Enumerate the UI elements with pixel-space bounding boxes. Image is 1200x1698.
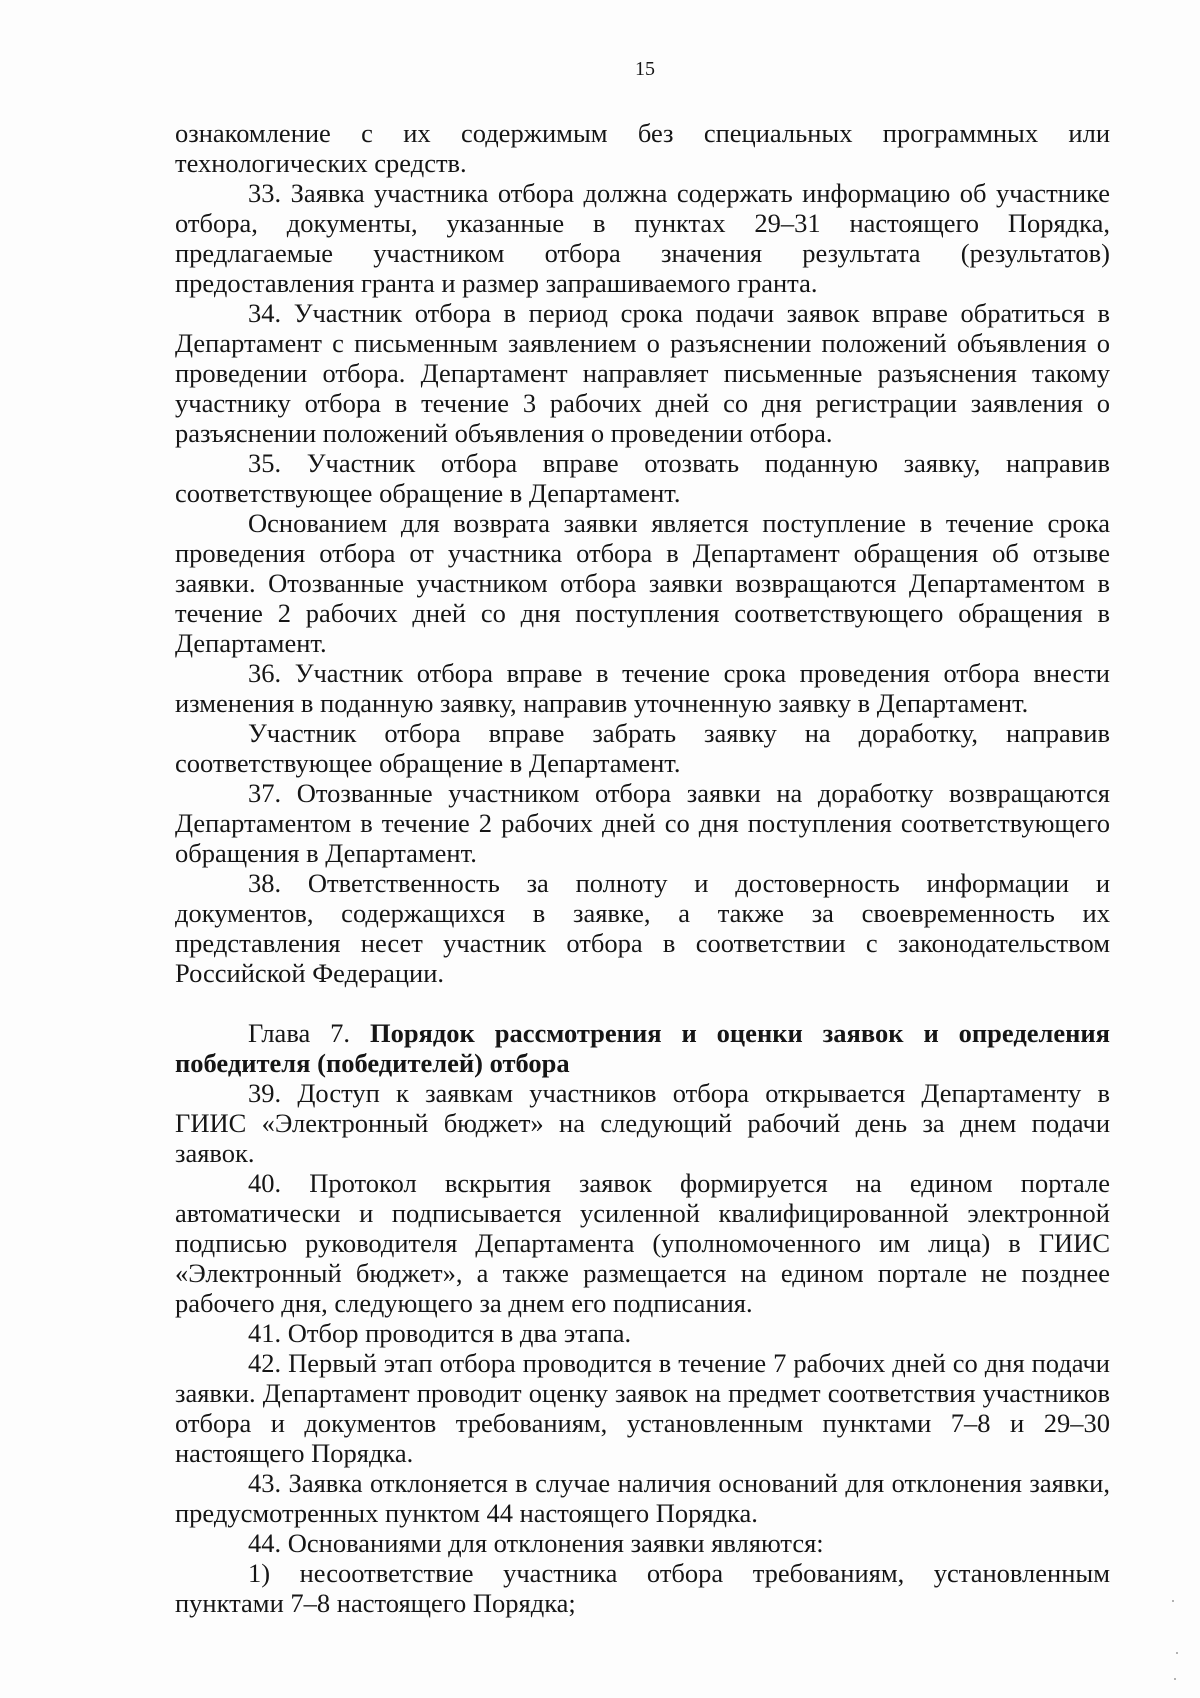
paragraph-35: 35. Участник отбора вправе отозвать поданную заявку, направив соответствующее обращение в Департамент. xyxy=(175,448,1110,508)
chapter-label: Глава 7. xyxy=(248,1018,351,1048)
scan-speck xyxy=(1176,1652,1178,1654)
paragraph-38: 38. Ответственность за полноту и достоверность информации и документов, содержащихся в заявке, а также за своевременность их представления несет участник отбора в соответствии с законодательством Российской Федерации. xyxy=(175,868,1110,988)
paragraph-42: 42. Первый этап отбора проводится в течение 7 рабочих дней со дня подачи заявки. Департамент проводит оценку заявок на предмет соответствия участников отбора и документов требованиям, установленным пунктами 7–8 и 29–30 настоящего Порядка. xyxy=(175,1348,1110,1468)
chapter-heading xyxy=(175,1018,1110,1078)
paragraph-44: 44. Основаниями для отклонения заявки являются: xyxy=(248,1528,824,1558)
paragraph-37: 37. Отозванные участником отбора заявки на доработку возвращаются Департаментом в течение 2 рабочих дней со дня поступления соответствующего обращения в Департамент. xyxy=(175,778,1110,868)
paragraph-continuation: ознакомление с их содержимым без специальных программных или технологических средств. xyxy=(175,118,1110,178)
paragraph-40: 40. Протокол вскрытия заявок формируется на едином портале автоматически и подписывается усиленной квалифицированной электронной подписью руководителя Департамента (уполномоченного им лица) в ГИИС «Электронный бюджет», а также размещается на едином портале не позднее рабочего дня, следующего за днем его подписания. xyxy=(175,1168,1110,1318)
paragraph-41: 41. Отбор проводится в два этапа. xyxy=(248,1318,632,1348)
paragraph-43: 43. Заявка отклоняется в случае наличия оснований для отклонения заявки, предусмотренных пунктом 44 настоящего Порядка. xyxy=(175,1468,1110,1528)
scan-speck xyxy=(1172,1600,1174,1602)
chapter-title: Порядок рассмотрения и оценки заявок и определения победителя (победителей) отбора xyxy=(175,1018,1110,1078)
paragraph-35-basis: Основанием для возврата заявки является поступление в течение срока проведения отбора от участника отбора в Департамент обращения об отзыве заявки. Отозванные участником отбора заявки возвращаются Департаментом в течение 2 рабочих дней со дня поступления соответствующего обращения в Департамент. xyxy=(175,508,1110,658)
paragraph-44-item-1: 1) несоответствие участника отбора требованиям, установленным пунктами 7–8 настоящего Порядка; xyxy=(175,1558,1110,1618)
paragraph-33: 33. Заявка участника отбора должна содержать информацию об участнике отбора, документы, указанные в пунктах 29–31 настоящего Порядка, предлагаемые участником отбора значения результата (результатов) предоставления гранта и размер запрашиваемого гранта. xyxy=(175,178,1110,298)
paragraph-39: 39. Доступ к заявкам участников отбора открывается Департаменту в ГИИС «Электронный бюджет» на следующий рабочий день за днем подачи заявок. xyxy=(175,1078,1110,1168)
paragraph-36: 36. Участник отбора вправе в течение срока проведения отбора внести изменения в поданную заявку, направив уточненную заявку в Департамент. xyxy=(175,658,1110,718)
page-number: 15 xyxy=(635,58,655,80)
paragraph-36-revision: Участник отбора вправе забрать заявку на доработку, направив соответствующее обращение в Департамент. xyxy=(175,718,1110,778)
paragraph-34: 34. Участник отбора в период срока подачи заявок вправе обратиться в Департамент с письменным заявлением о разъяснении положений объявления о проведении отбора. Департамент направляет письменные разъяснения такому участнику отбора в течение 3 рабочих дней со дня регистрации заявления о разъяснении положений объявления о проведении отбора. xyxy=(175,298,1110,448)
document-body xyxy=(175,118,1110,1618)
scan-speck xyxy=(1174,1678,1176,1680)
